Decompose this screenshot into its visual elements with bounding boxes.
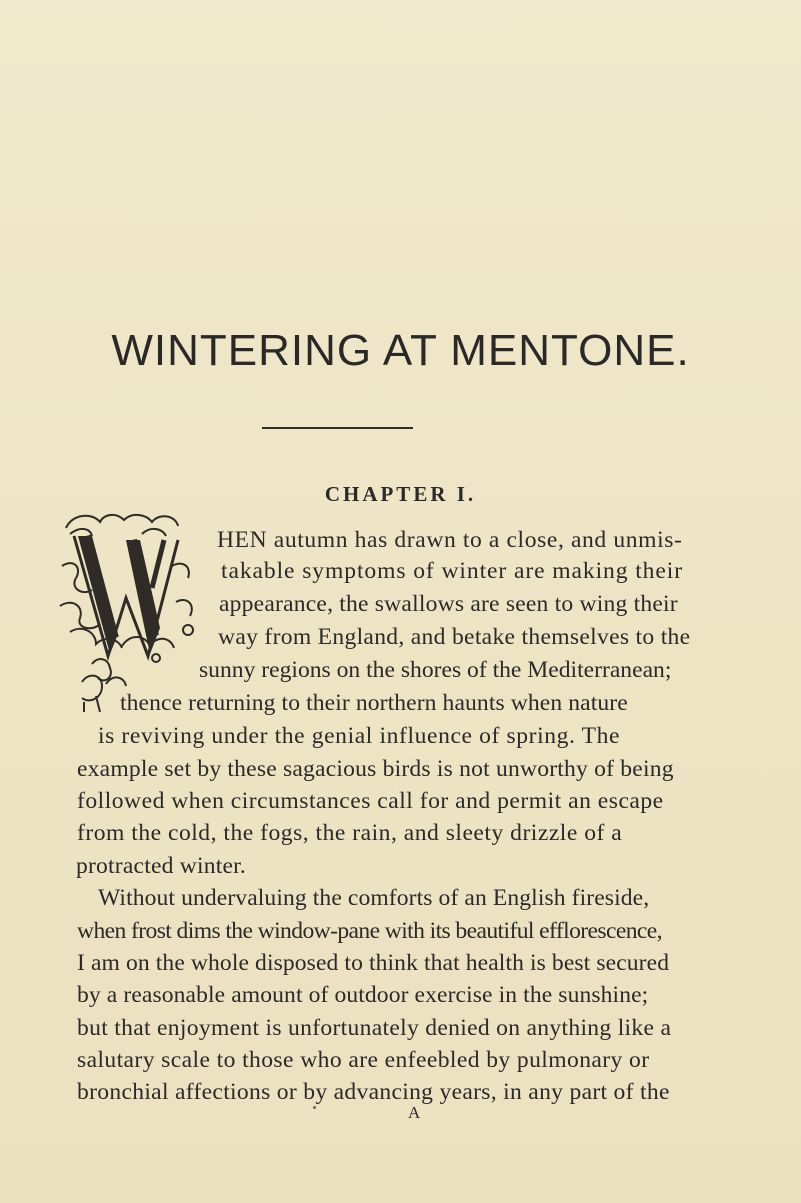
text-line: from the cold, the fogs, the rain, and sleety drizzle of a	[77, 820, 623, 846]
text-line: protracted winter.	[76, 853, 247, 879]
text-line: Without undervaluing the comforts of an English fireside,	[98, 885, 650, 911]
text-line: by a reasonable amount of outdoor exercise in the sunshine;	[77, 982, 649, 1008]
text-line: way from England, and betake themselves to the	[218, 624, 691, 650]
text-line: takable symptoms of winter are making their	[221, 558, 683, 584]
text-line: HEN autumn has drawn to a close, and unmis-	[217, 527, 683, 553]
title-rule	[262, 427, 413, 429]
text-line: followed when circumstances call for and permit an escape	[77, 788, 664, 814]
text-line: when frost dims the window-pane with its beautiful efflorescence,	[77, 918, 662, 944]
text-line: is reviving under the genial influence of spring. The	[98, 723, 621, 749]
text-line: example set by these sagacious birds is not unworthy of being	[77, 756, 674, 782]
book-title: WINTERING AT MENTONE.	[111, 326, 690, 375]
text-line: thence returning to their northern haunts when nature	[120, 690, 628, 716]
paper-speck	[313, 1106, 316, 1109]
text-line: but that enjoyment is unfortunately denied on anything like a	[77, 1015, 672, 1041]
text-line: I am on the whole disposed to think that health is best secured	[77, 950, 670, 976]
chapter-heading: CHAPTER I.	[324, 482, 477, 506]
text-line: bronchial affections or by advancing years, in any part of the	[77, 1079, 670, 1105]
signature-mark: A	[408, 1103, 421, 1122]
decorative-initial-w-icon	[52, 506, 212, 716]
text-line: sunny regions on the shores of the Mediterranean;	[199, 657, 672, 683]
text-line: salutary scale to those who are enfeebled by pulmonary or	[77, 1047, 650, 1073]
text-line: appearance, the swallows are seen to wing their	[219, 591, 678, 617]
